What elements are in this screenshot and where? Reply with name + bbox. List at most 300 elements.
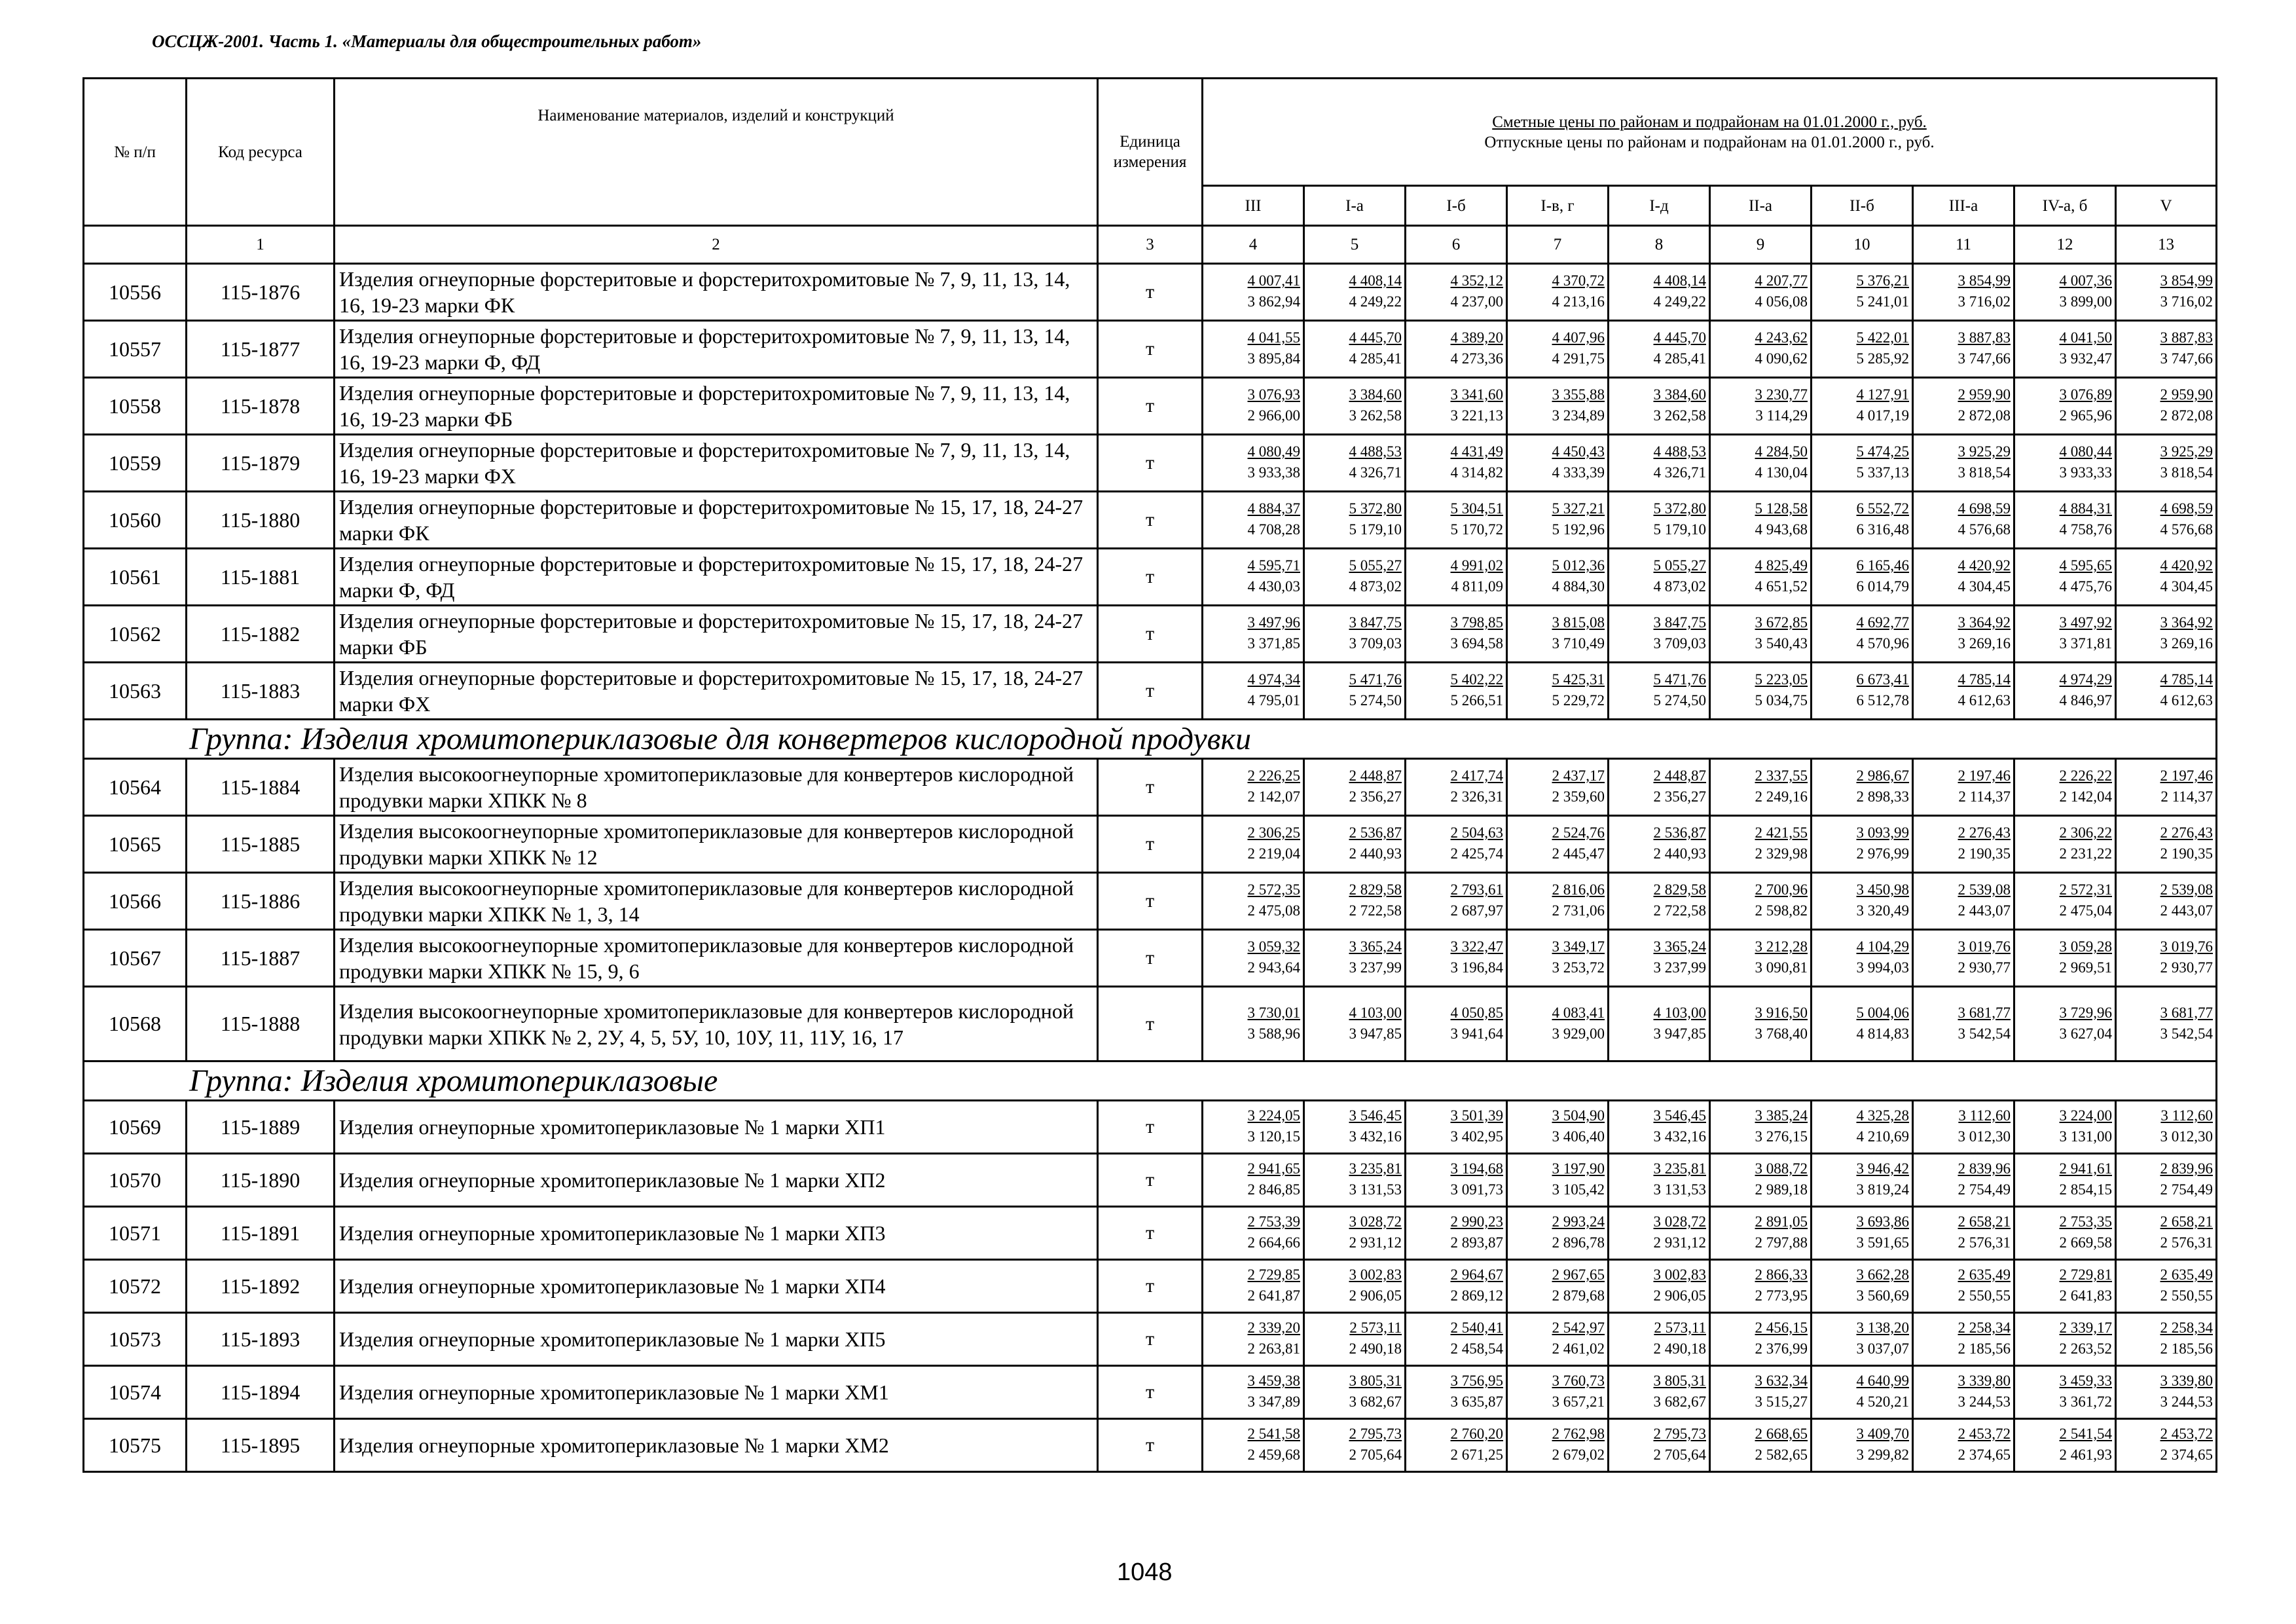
unit-of-measure: т: [1098, 1419, 1203, 1472]
release-price: 3 747,66: [2160, 350, 2214, 367]
price-cell: [1507, 1260, 1609, 1313]
resource-code: 115-1878: [187, 378, 335, 435]
release-price: 2 190,35: [2160, 845, 2214, 862]
price-cell: [2014, 378, 2116, 435]
row-number: 10556: [84, 264, 187, 321]
estimate-price: 2 541,58: [1247, 1426, 1300, 1442]
release-price: 3 221,13: [1450, 407, 1503, 424]
item-name: Изделия высокоогнеупорные хромитопериклазовые для конвертеров кислородной продувки марки ХПКК № 1, 3, 14: [335, 873, 1098, 930]
price-cell: [2116, 1313, 2217, 1366]
estimate-price: 4 050,85: [1450, 1004, 1503, 1021]
release-price: 2 898,33: [1856, 788, 1909, 805]
release-price: 3 131,00: [2059, 1128, 2112, 1145]
estimate-price: 4 007,41: [1247, 272, 1300, 289]
price-cell: [1913, 663, 2014, 720]
release-price: 3 120,15: [1247, 1128, 1300, 1145]
unit-of-measure: т: [1098, 1154, 1203, 1207]
table-row: [84, 264, 2217, 321]
row-number: 10567: [84, 930, 187, 987]
price-cell: [1710, 1101, 1812, 1154]
price-cell: [1507, 1366, 1609, 1419]
price-cell: [2014, 816, 2116, 873]
price-cell: [1507, 930, 1609, 987]
estimate-price: 4 370,72: [1552, 272, 1605, 289]
release-price: 3 090,81: [1755, 959, 1808, 976]
item-name: Изделия огнеупорные форстеритовые и форстеритохромитовые № 7, 9, 11, 13, 14, 16, 19-23 марки ФК: [335, 264, 1098, 321]
release-price: 2 490,18: [1349, 1340, 1402, 1357]
estimate-price: 4 991,02: [1450, 557, 1503, 574]
release-price: 3 694,58: [1450, 635, 1503, 652]
price-cell: [1609, 606, 1710, 663]
estimate-price: 2 729,85: [1247, 1266, 1300, 1283]
price-cell: [1406, 321, 1507, 378]
table-row: [84, 321, 2217, 378]
release-price: 3 515,27: [1755, 1393, 1808, 1410]
estimate-price: 2 573,11: [1349, 1320, 1402, 1336]
price-cell: [1203, 759, 1304, 816]
release-price: 3 320,49: [1856, 902, 1909, 919]
release-price: 4 326,71: [1349, 464, 1402, 481]
release-price: 2 142,07: [1247, 788, 1300, 805]
price-cell: [1203, 987, 1304, 1061]
unit-of-measure: т: [1098, 549, 1203, 606]
release-price: 3 941,64: [1450, 1025, 1503, 1042]
release-price: 4 017,19: [1856, 407, 1909, 424]
price-cell: [1507, 1101, 1609, 1154]
release-price: 3 947,85: [1653, 1025, 1706, 1042]
estimate-price: 4 785,14: [1958, 671, 2011, 688]
price-cell: [1304, 1366, 1406, 1419]
table-row: [84, 1154, 2217, 1207]
estimate-price: 3 409,70: [1856, 1426, 1909, 1442]
estimate-price: 3 339,80: [2160, 1373, 2214, 1389]
price-cell: [1609, 816, 1710, 873]
release-price: 4 273,36: [1450, 350, 1503, 367]
estimate-price: 5 471,76: [1653, 671, 1706, 688]
price-cell: [1710, 264, 1812, 321]
resource-code: 115-1886: [187, 873, 335, 930]
price-cell: [1203, 435, 1304, 492]
price-cell: [1304, 1260, 1406, 1313]
col-unit-header: Единица измерения: [1098, 79, 1203, 226]
price-table: [82, 77, 2217, 1473]
price-cell: [1203, 492, 1304, 549]
price-cell: [1406, 759, 1507, 816]
price-cell: [1507, 378, 1609, 435]
estimate-price: 3 224,05: [1247, 1107, 1300, 1124]
item-name: Изделия огнеупорные хромитопериклазовые № 1 марки ХП4: [335, 1260, 1098, 1313]
row-number: 10563: [84, 663, 187, 720]
estimate-price: 2 829,58: [1653, 881, 1706, 898]
release-price: 3 196,84: [1450, 959, 1503, 976]
estimate-price: 4 595,71: [1247, 557, 1300, 574]
estimate-price: 4 207,77: [1755, 272, 1808, 289]
release-price: 2 190,35: [1958, 845, 2011, 862]
estimate-price: 2 658,21: [1958, 1213, 2011, 1230]
estimate-price: 4 420,92: [1958, 557, 2011, 574]
price-cell: [2014, 1366, 2116, 1419]
release-price: 2 722,58: [1653, 902, 1706, 919]
price-cell: [1507, 1313, 1609, 1366]
resource-code: 115-1891: [187, 1207, 335, 1260]
release-price: 4 249,22: [1653, 293, 1706, 310]
price-cell: [1710, 1313, 1812, 1366]
resource-code: 115-1892: [187, 1260, 335, 1313]
price-cell: [1507, 987, 1609, 1061]
price-cell: [1812, 1419, 1913, 1472]
estimate-price: 2 866,33: [1755, 1266, 1808, 1283]
estimate-price: 4 041,55: [1247, 329, 1300, 346]
release-price: 2 219,04: [1247, 845, 1300, 862]
release-price: 2 754,49: [1958, 1181, 2011, 1198]
region-header: I-д: [1609, 186, 1710, 226]
price-cell: [1203, 816, 1304, 873]
release-price: 4 304,45: [1958, 578, 2011, 595]
estimate-price: 4 080,49: [1247, 443, 1300, 460]
col-num-header: № п/п: [84, 79, 187, 226]
price-cell: [1812, 930, 1913, 987]
release-price: 3 131,53: [1349, 1181, 1402, 1198]
price-cell: [2014, 321, 2116, 378]
estimate-price: 4 083,41: [1552, 1004, 1605, 1021]
estimate-price: 3 730,01: [1247, 1004, 1300, 1021]
release-price: 3 432,16: [1653, 1128, 1706, 1145]
estimate-price: 4 450,43: [1552, 443, 1605, 460]
estimate-price: 3 815,08: [1552, 614, 1605, 631]
region-header: III-а: [1913, 186, 2014, 226]
price-cell: [1304, 321, 1406, 378]
estimate-price: 3 450,98: [1856, 881, 1909, 898]
release-price: 5 285,92: [1856, 350, 1909, 367]
price-cell: [2014, 1419, 2116, 1472]
release-price: 3 237,99: [1653, 959, 1706, 976]
price-cell: [1304, 264, 1406, 321]
price-cell: [1203, 1154, 1304, 1207]
price-cell: [1710, 378, 1812, 435]
estimate-price: 4 431,49: [1450, 443, 1503, 460]
estimate-price: 3 138,20: [1856, 1320, 1909, 1336]
region-header: I-б: [1406, 186, 1507, 226]
release-price: 2 425,74: [1450, 845, 1503, 862]
release-price: 2 965,96: [2059, 407, 2112, 424]
unit-of-measure: т: [1098, 930, 1203, 987]
estimate-price: 5 422,01: [1856, 329, 1909, 346]
estimate-price: 3 002,83: [1653, 1266, 1706, 1283]
release-price: 2 773,95: [1755, 1287, 1808, 1304]
row-number: 10569: [84, 1101, 187, 1154]
price-cell: [1812, 321, 1913, 378]
price-cell: [1609, 321, 1710, 378]
price-cell: [2116, 1207, 2217, 1260]
estimate-price: 2 753,39: [1247, 1213, 1300, 1230]
release-price: 4 576,68: [1958, 521, 2011, 538]
price-cell: [2116, 378, 2217, 435]
table-row: [84, 606, 2217, 663]
estimate-price: 5 372,80: [1349, 500, 1402, 517]
release-price: 2 114,37: [2160, 788, 2214, 805]
release-price: 2 458,54: [1450, 1340, 1503, 1357]
price-cell: [1710, 987, 1812, 1061]
release-price: 5 241,01: [1856, 293, 1909, 310]
release-price: 2 461,93: [2059, 1447, 2112, 1463]
resource-code: 115-1885: [187, 816, 335, 873]
estimate-price: 2 306,25: [1247, 824, 1300, 841]
release-price: 2 249,16: [1755, 788, 1808, 805]
price-cell: [2116, 264, 2217, 321]
price-cell: [1913, 1260, 2014, 1313]
price-cell: [1507, 1419, 1609, 1472]
release-price: 2 550,55: [2160, 1287, 2214, 1304]
estimate-price: 3 497,96: [1247, 614, 1300, 631]
price-cell: [1507, 264, 1609, 321]
price-cell: [2116, 930, 2217, 987]
estimate-price: 2 258,34: [2160, 1320, 2214, 1336]
table-row: [84, 1260, 2217, 1313]
unit-of-measure: т: [1098, 1101, 1203, 1154]
release-price: 4 249,22: [1349, 293, 1402, 310]
prices-header: [1203, 79, 2217, 186]
resource-code: 115-1881: [187, 549, 335, 606]
release-price: 3 131,53: [1653, 1181, 1706, 1198]
resource-code: 115-1883: [187, 663, 335, 720]
unit-of-measure: т: [1098, 1207, 1203, 1260]
region-header: II-б: [1812, 186, 1913, 226]
release-price: 2 263,52: [2059, 1340, 2112, 1357]
release-price: 4 811,09: [1451, 578, 1503, 595]
estimate-price: 2 839,96: [2160, 1160, 2214, 1177]
price-cell: [1609, 549, 1710, 606]
estimate-price: 2 437,17: [1552, 767, 1605, 784]
estimate-price: 3 059,32: [1247, 938, 1300, 955]
col-code-header: Код ресурса: [187, 79, 335, 226]
release-price: 2 943,64: [1247, 959, 1300, 976]
column-number-empty: [84, 226, 187, 264]
estimate-price: 4 884,37: [1247, 500, 1300, 517]
price-cell: [1304, 873, 1406, 930]
release-price: 3 262,58: [1349, 407, 1402, 424]
resource-code: 115-1879: [187, 435, 335, 492]
estimate-price: 2 829,58: [1349, 881, 1402, 898]
release-price: 4 314,82: [1450, 464, 1503, 481]
price-cell: [1304, 1313, 1406, 1366]
price-cell: [1609, 492, 1710, 549]
estimate-price: 3 916,50: [1755, 1004, 1808, 1021]
price-cell: [2014, 759, 2116, 816]
release-price: 3 253,72: [1552, 959, 1605, 976]
estimate-price: 4 104,29: [1856, 938, 1909, 955]
table-row: [84, 1101, 2217, 1154]
release-price: 2 664,66: [1247, 1234, 1300, 1251]
item-name: Изделия огнеупорные форстеритовые и форстеритохромитовые № 15, 17, 18, 24-27 марки ФХ: [335, 663, 1098, 720]
estimate-price: 5 471,76: [1349, 671, 1402, 688]
price-cell: [1913, 378, 2014, 435]
estimate-price: 6 165,46: [1856, 557, 1909, 574]
release-price: 4 708,28: [1247, 521, 1300, 538]
release-price: 2 231,22: [2059, 845, 2112, 862]
estimate-price: 2 941,65: [1247, 1160, 1300, 1177]
estimate-price: 5 055,27: [1653, 557, 1706, 574]
release-price: 3 588,96: [1247, 1025, 1300, 1042]
estimate-price: 2 276,43: [2160, 824, 2214, 841]
release-price: 3 682,67: [1349, 1393, 1402, 1410]
unit-of-measure: т: [1098, 1366, 1203, 1419]
estimate-price: 2 536,87: [1349, 824, 1402, 841]
price-cell: [1406, 816, 1507, 873]
estimate-price: 2 226,25: [1247, 767, 1300, 784]
price-cell: [1710, 873, 1812, 930]
row-number: 10571: [84, 1207, 187, 1260]
item-name: Изделия огнеупорные хромитопериклазовые № 1 марки ХП2: [335, 1154, 1098, 1207]
price-cell: [2116, 321, 2217, 378]
price-cell: [1609, 378, 1710, 435]
estimate-price: 2 959,90: [2160, 386, 2214, 403]
estimate-price: 2 572,35: [1247, 881, 1300, 898]
unit-of-measure: т: [1098, 663, 1203, 720]
release-price: 2 475,04: [2059, 902, 2112, 919]
release-price: 2 475,08: [1247, 902, 1300, 919]
unit-of-measure: т: [1098, 435, 1203, 492]
estimate-price: 3 384,60: [1349, 386, 1402, 403]
unit-of-measure: т: [1098, 1260, 1203, 1313]
estimate-price: 3 235,81: [1349, 1160, 1402, 1177]
prices-title-release: Отпускные цены по районам и подрайонам на 01.01.2000 г., руб.: [1484, 133, 1935, 151]
price-cell: [2116, 1154, 2217, 1207]
item-name: Изделия огнеупорные хромитопериклазовые № 1 марки ХМ2: [335, 1419, 1098, 1472]
release-price: 5 266,51: [1450, 692, 1503, 709]
estimate-price: 2 635,49: [2160, 1266, 2214, 1283]
estimate-price: 5 376,21: [1856, 272, 1909, 289]
price-cell: [1203, 930, 1304, 987]
price-cell: [1304, 1207, 1406, 1260]
estimate-price: 3 946,42: [1856, 1160, 1909, 1177]
release-price: 2 896,78: [1552, 1234, 1605, 1251]
release-price: 4 795,01: [1247, 692, 1300, 709]
price-cell: [1812, 264, 1913, 321]
release-price: 5 192,96: [1552, 521, 1605, 538]
estimate-price: 3 028,72: [1653, 1213, 1706, 1230]
region-header: II-а: [1710, 186, 1812, 226]
release-price: 4 213,16: [1552, 293, 1605, 310]
price-cell: [1304, 930, 1406, 987]
price-cell: [1812, 435, 1913, 492]
price-cell: [1304, 492, 1406, 549]
release-price: 2 490,18: [1653, 1340, 1706, 1357]
release-price: 3 657,21: [1552, 1393, 1605, 1410]
estimate-price: 3 384,60: [1653, 386, 1706, 403]
price-cell: [1507, 759, 1609, 816]
price-cell: [1406, 663, 1507, 720]
release-price: 5 274,50: [1653, 692, 1706, 709]
release-price: 2 445,47: [1552, 845, 1605, 862]
estimate-price: 3 798,85: [1450, 614, 1503, 631]
estimate-price: 3 093,99: [1856, 824, 1909, 841]
estimate-price: 2 540,41: [1450, 1320, 1503, 1336]
release-price: 3 542,54: [1958, 1025, 2011, 1042]
estimate-price: 2 504,63: [1450, 824, 1503, 841]
price-cell: [1304, 987, 1406, 1061]
estimate-price: 2 668,65: [1755, 1426, 1808, 1442]
price-cell: [2014, 606, 2116, 663]
region-header: IV-а, б: [2014, 186, 2116, 226]
resource-code: 115-1882: [187, 606, 335, 663]
release-price: 2 846,85: [1247, 1181, 1300, 1198]
estimate-price: 3 546,45: [1653, 1107, 1706, 1124]
release-price: 2 969,51: [2059, 959, 2112, 976]
row-number: 10565: [84, 816, 187, 873]
price-cell: [1507, 435, 1609, 492]
estimate-price: 4 103,00: [1653, 1004, 1706, 1021]
price-cell: [1609, 1101, 1710, 1154]
release-price: 3 933,38: [1247, 464, 1300, 481]
estimate-price: 4 445,70: [1349, 329, 1402, 346]
row-number: 10560: [84, 492, 187, 549]
item-name: Изделия огнеупорные форстеритовые и форстеритохромитовые № 15, 17, 18, 24-27 марки Ф, ФД: [335, 549, 1098, 606]
unit-of-measure: т: [1098, 873, 1203, 930]
price-cell: [1913, 1154, 2014, 1207]
table-row: [84, 1313, 2217, 1366]
release-price: 3 262,58: [1653, 407, 1706, 424]
item-name: Изделия высокоогнеупорные хромитопериклазовые для конвертеров кислородной продувки марки ХПКК № 8: [335, 759, 1098, 816]
estimate-price: 4 974,34: [1247, 671, 1300, 688]
resource-code: 115-1895: [187, 1419, 335, 1472]
estimate-price: 3 197,90: [1552, 1160, 1605, 1177]
price-cell: [2014, 873, 2116, 930]
table-row: [84, 435, 2217, 492]
row-number: 10564: [84, 759, 187, 816]
estimate-price: 5 128,58: [1755, 500, 1808, 517]
estimate-price: 5 304,51: [1450, 500, 1503, 517]
release-price: 3 627,04: [2059, 1025, 2112, 1042]
release-price: 2 550,55: [1958, 1287, 2011, 1304]
estimate-price: 3 847,75: [1653, 614, 1706, 631]
release-price: 3 591,65: [1856, 1234, 1909, 1251]
estimate-price: 2 793,61: [1450, 881, 1503, 898]
release-price: 5 274,50: [1349, 692, 1402, 709]
group-title: Группа: Изделия хромитопериклазовые для конвертеров кислородной продувки: [84, 720, 2217, 759]
price-cell: [1609, 435, 1710, 492]
resource-code: 115-1880: [187, 492, 335, 549]
estimate-price: 2 421,55: [1755, 824, 1808, 841]
estimate-price: 5 012,36: [1552, 557, 1605, 574]
estimate-price: 3 212,28: [1755, 938, 1808, 955]
estimate-price: 5 055,27: [1349, 557, 1402, 574]
estimate-price: 4 488,53: [1653, 443, 1706, 460]
estimate-price: 3 925,29: [1958, 443, 2011, 460]
estimate-price: 2 306,22: [2059, 824, 2112, 841]
column-number: 1: [187, 226, 335, 264]
price-cell: [1406, 1260, 1507, 1313]
column-number: 10: [1812, 226, 1913, 264]
price-cell: [2116, 663, 2217, 720]
release-price: 3 105,42: [1552, 1181, 1605, 1198]
release-price: 6 512,78: [1856, 692, 1909, 709]
region-header: I-а: [1304, 186, 1406, 226]
table-row: [84, 378, 2217, 435]
release-price: 2 329,98: [1755, 845, 1808, 862]
price-cell: [1812, 606, 1913, 663]
release-price: 2 374,65: [1958, 1447, 2011, 1463]
estimate-price: 2 226,22: [2059, 767, 2112, 784]
price-cell: [1913, 606, 2014, 663]
column-number: 4: [1203, 226, 1304, 264]
release-price: 2 582,65: [1755, 1447, 1808, 1463]
price-cell: [1507, 816, 1609, 873]
price-cell: [1406, 1154, 1507, 1207]
price-cell: [1710, 321, 1812, 378]
estimate-price: 2 339,17: [2059, 1320, 2112, 1336]
estimate-price: 2 816,06: [1552, 881, 1605, 898]
estimate-price: 3 847,75: [1349, 614, 1402, 631]
